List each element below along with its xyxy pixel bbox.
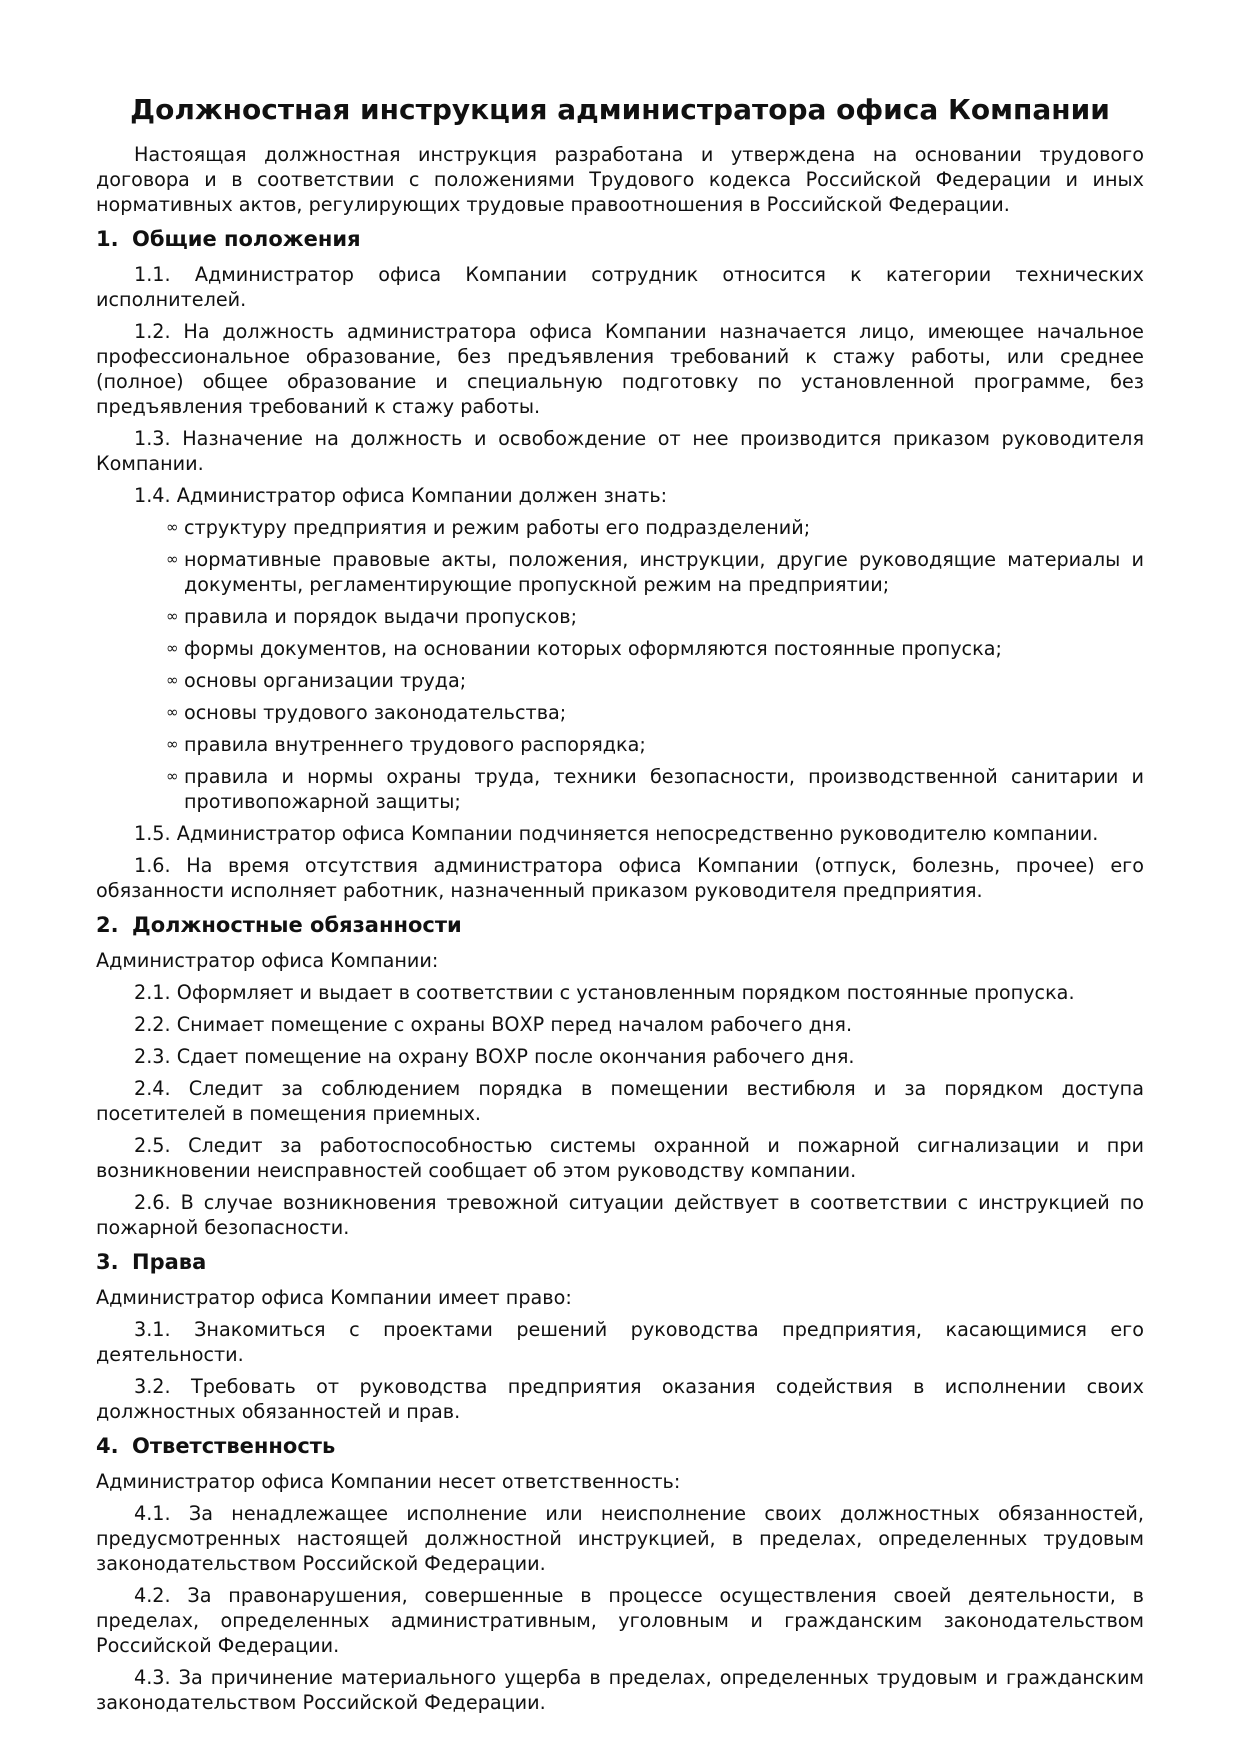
list-item bbox=[96, 764, 1144, 814]
list-item-text: правила и порядок выдачи пропусков; bbox=[184, 605, 578, 628]
clause-1-4: 1.4. Администратор офиса Компании должен знать: bbox=[134, 484, 668, 507]
section-number: 3. bbox=[96, 1250, 119, 1274]
bullet-glyph: ∞ bbox=[166, 639, 179, 657]
clause-1-3: 1.3. Назначение на должность и освобождение от нее производится приказом руководителя Компании. bbox=[96, 427, 1144, 475]
clause-3-1: 3.1. Знакомиться с проектами решений руководства предприятия, касающимися его деятельности. bbox=[96, 1318, 1144, 1366]
section-heading-general bbox=[96, 224, 1144, 254]
section-lead: Администратор офиса Компании несет ответственность: bbox=[96, 1470, 681, 1493]
list-item-text: основы трудового законодательства; bbox=[184, 701, 567, 724]
clause-3-2: 3.2. Требовать от руководства предприятия оказания содействия в исполнении своих должностных обязанностей и прав. bbox=[96, 1375, 1144, 1423]
list-item bbox=[96, 604, 1144, 629]
list-item bbox=[96, 515, 1144, 540]
list-item-text: основы организации труда; bbox=[184, 669, 467, 692]
section-number: 4. bbox=[96, 1434, 119, 1458]
section-heading-rights bbox=[96, 1247, 1144, 1277]
clause-1-6: 1.6. На время отсутствия администратора офиса Компании (отпуск, болезнь, прочее) его обязанности исполняет работник, назначенный приказом руководителя предприятия. bbox=[96, 854, 1144, 902]
bullet-glyph: ∞ bbox=[166, 550, 179, 568]
section-heading-duties bbox=[96, 910, 1144, 940]
knowledge-list bbox=[96, 515, 1144, 814]
list-item bbox=[96, 636, 1144, 661]
list-item-text: правила внутреннего трудового распорядка; bbox=[184, 733, 646, 756]
clause-2-3: 2.3. Сдает помещение на охрану ВОХР после окончания рабочего дня. bbox=[134, 1045, 855, 1068]
list-item-text: нормативные правовые акты, положения, инструкции, другие руководящие материалы и документы, регламентирующие пропускной режим на предприятии; bbox=[184, 548, 1144, 596]
clause-4-1: 4.1. За ненадлежащее исполнение или неисполнение своих должностных обязанностей, предусмотренных настоящей должностной инструкцией, в пределах, определенных трудовым законодательством Российской Федерации. bbox=[96, 1502, 1144, 1575]
clause-2-2: 2.2. Снимает помещение с охраны ВОХР перед началом рабочего дня. bbox=[134, 1013, 853, 1036]
clause-2-6: 2.6. В случае возникновения тревожной ситуации действует в соответствии с инструкцией по пожарной безопасности. bbox=[96, 1191, 1144, 1239]
document-title: Должностная инструкция администратора офиса Компании bbox=[130, 93, 1110, 126]
clause-1-5: 1.5. Администратор офиса Компании подчиняется непосредственно руководителю компании. bbox=[134, 822, 1099, 845]
section-lead: Администратор офиса Компании: bbox=[96, 949, 439, 972]
clause-2-1: 2.1. Оформляет и выдает в соответствии с установленным порядком постоянные пропуска. bbox=[134, 981, 1075, 1004]
section-title: Должностные обязанности bbox=[132, 913, 462, 937]
clause-2-5: 2.5. Следит за работоспособностью системы охранной и пожарной сигнализации и при возникновении неисправностей сообщает об этом руководству компании. bbox=[96, 1134, 1144, 1182]
bullet-glyph: ∞ bbox=[166, 671, 179, 689]
list-item-text: формы документов, на основании которых оформляются постоянные пропуска; bbox=[184, 637, 1002, 660]
list-item bbox=[96, 547, 1144, 597]
list-item-text: структуру предприятия и режим работы его подразделений; bbox=[184, 516, 811, 539]
clause-4-2: 4.2. За правонарушения, совершенные в процессе осуществления своей деятельности, в пределах, определенных административным, уголовным и гражданским законодательством Российской Федерации. bbox=[96, 1584, 1144, 1657]
section-number: 2. bbox=[96, 913, 119, 937]
section-number: 1. bbox=[96, 227, 119, 251]
section-title: Общие положения bbox=[132, 227, 361, 251]
intro-paragraph: Настоящая должностная инструкция разработана и утверждена на основании трудового договора и в соответствии с положениями Трудового кодекса Российской Федерации и иных нормативных актов, регулирующих трудовые правоотношения в Российской Федерации. bbox=[96, 143, 1144, 216]
bullet-glyph: ∞ bbox=[166, 767, 179, 785]
bullet-glyph: ∞ bbox=[166, 735, 179, 753]
clause-4-3: 4.3. За причинение материального ущерба в пределах, определенных трудовым и гражданским законодательством Российской Федерации. bbox=[96, 1666, 1144, 1714]
section-heading-responsibility bbox=[96, 1431, 1144, 1461]
section-title: Права bbox=[132, 1250, 207, 1274]
list-item-text: правила и нормы охраны труда, техники безопасности, производственной санитарии и противопожарной защиты; bbox=[184, 765, 1144, 813]
list-item bbox=[96, 668, 1144, 693]
bullet-glyph: ∞ bbox=[166, 518, 179, 536]
bullet-glyph: ∞ bbox=[166, 607, 179, 625]
section-title: Ответственность bbox=[132, 1434, 336, 1458]
section-lead: Администратор офиса Компании имеет право: bbox=[96, 1286, 572, 1309]
list-item bbox=[96, 732, 1144, 757]
list-item bbox=[96, 700, 1144, 725]
clause-1-2: 1.2. На должность администратора офиса Компании назначается лицо, имеющее начальное профессиональное образование, без предъявления требований к стажу работы, или среднее (полное) общее образование и специальную подготовку по установленной программе, без предъявления требований к стажу работы. bbox=[96, 320, 1144, 418]
clause-1-1: 1.1. Администратор офиса Компании сотрудник относится к категории технических исполнителей. bbox=[96, 263, 1144, 311]
bullet-glyph: ∞ bbox=[166, 703, 179, 721]
clause-2-4: 2.4. Следит за соблюдением порядка в помещении вестибюля и за порядком доступа посетителей в помещения приемных. bbox=[96, 1077, 1144, 1125]
